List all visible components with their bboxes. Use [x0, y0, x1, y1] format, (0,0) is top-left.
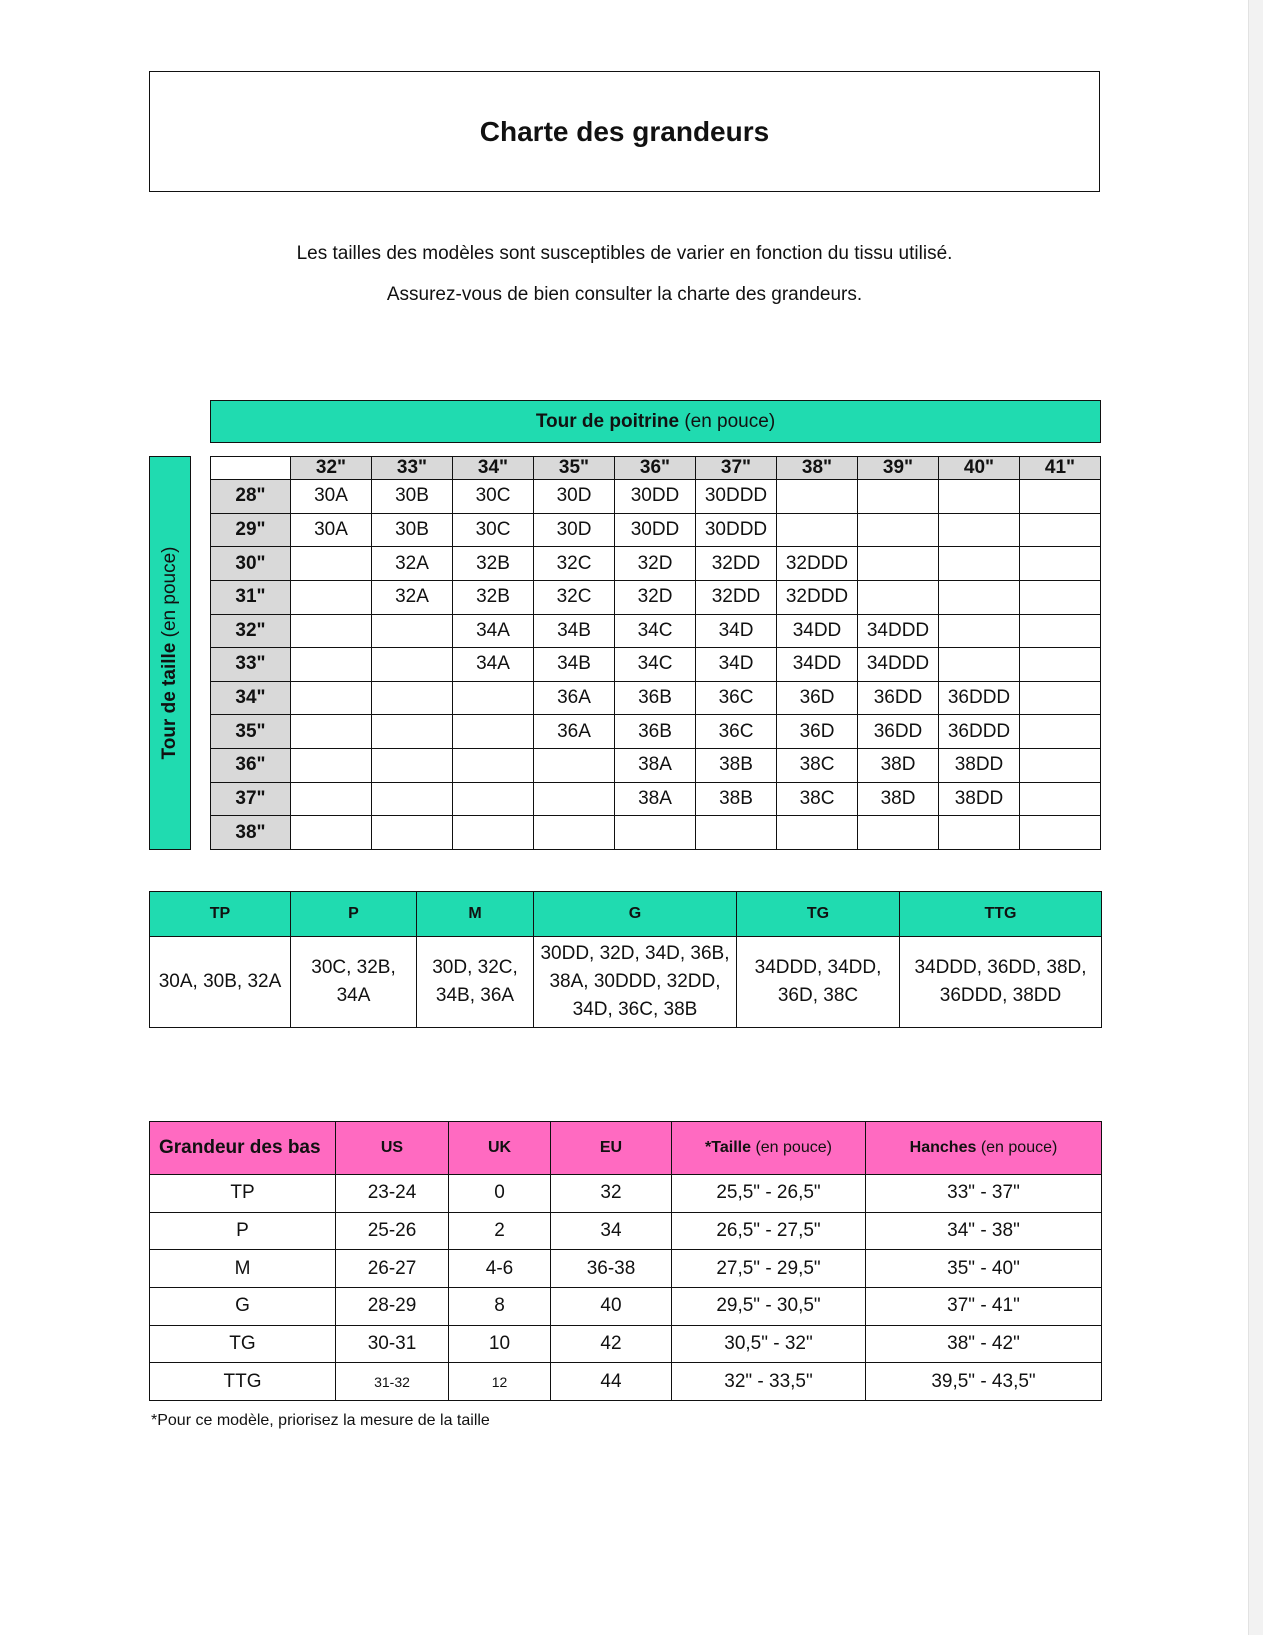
bra-size-cell: 34D [696, 648, 777, 682]
bra-row [211, 513, 1101, 547]
bra-size-cell: 30DDD [696, 513, 777, 547]
bra-size-cell: 34C [615, 648, 696, 682]
bust-col-header: 40" [939, 457, 1020, 480]
size-group-row [150, 937, 1102, 1028]
bra-size-cell: 38C [777, 782, 858, 816]
uk-cell: 2 [449, 1212, 551, 1250]
bra-size-cell [858, 547, 939, 581]
bra-size-cell: 38DD [939, 782, 1020, 816]
bra-size-cell: 36B [615, 681, 696, 715]
size-group-header: TG [737, 892, 900, 937]
bra-size-cell [453, 816, 534, 850]
bra-size-cell: 38D [858, 782, 939, 816]
us-cell: 25-26 [336, 1212, 449, 1250]
bra-size-cell [858, 513, 939, 547]
bra-size-table [210, 456, 1101, 850]
bra-size-cell [291, 580, 372, 614]
bra-size-cell: 30D [534, 513, 615, 547]
page-edge [1248, 0, 1263, 1635]
bra-size-cell [534, 816, 615, 850]
size-group-header: M [417, 892, 534, 937]
bra-size-cell: 38A [615, 782, 696, 816]
bottoms-size-header: Grandeur des bas [150, 1122, 336, 1175]
waist-axis-title: Tour de taille [159, 642, 180, 760]
us-cell: 26-27 [336, 1250, 449, 1288]
waist-header [672, 1122, 866, 1175]
bra-size-cell [777, 480, 858, 514]
bust-axis-unit: (en pouce) [684, 410, 776, 432]
bra-size-cell [372, 816, 453, 850]
bra-size-cell [453, 782, 534, 816]
bra-size-cell: 30A [291, 513, 372, 547]
bra-size-cell [291, 782, 372, 816]
bottoms-size-cell: TP [150, 1175, 336, 1213]
bra-size-cell: 32C [534, 547, 615, 581]
bra-row [211, 648, 1101, 682]
hips-header-unit: (en pouce) [980, 1139, 1058, 1156]
uk-cell: 4-6 [449, 1250, 551, 1288]
bottoms-size-table [149, 1121, 1102, 1401]
bra-size-cell [291, 547, 372, 581]
waist-row-header: 38" [211, 816, 291, 850]
bra-size-cell: 36A [534, 681, 615, 715]
bra-size-cell: 30DD [615, 513, 696, 547]
waist-row-header: 35" [211, 715, 291, 749]
bra-size-cell [1020, 513, 1101, 547]
bra-size-cell: 36DD [858, 681, 939, 715]
bra-size-cell [1020, 480, 1101, 514]
bottoms-size-cell: TG [150, 1325, 336, 1363]
waist-header-title: *Taille [705, 1139, 751, 1156]
bra-size-cell: 30DDD [696, 480, 777, 514]
bottoms-row [150, 1325, 1102, 1363]
waist-row-header: 28" [211, 480, 291, 514]
hips-cell: 33" - 37" [866, 1175, 1102, 1213]
bra-size-cell [696, 816, 777, 850]
bra-size-cell: 38C [777, 749, 858, 783]
hips-cell: 34" - 38" [866, 1212, 1102, 1250]
bra-size-cell [1020, 816, 1101, 850]
bust-axis-title: Tour de poitrine [535, 410, 680, 432]
bra-size-cell: 32DD [696, 547, 777, 581]
eu-cell: 42 [551, 1325, 672, 1363]
bra-size-cell: 34B [534, 614, 615, 648]
bra-size-cell: 32C [534, 580, 615, 614]
bra-size-cell: 38B [696, 749, 777, 783]
size-group-header: TP [150, 892, 291, 937]
bra-size-cell: 34C [615, 614, 696, 648]
bra-size-cell: 34B [534, 648, 615, 682]
bottoms-row [150, 1175, 1102, 1213]
bra-size-cell: 32A [372, 547, 453, 581]
bra-row [211, 782, 1101, 816]
bra-header-row [211, 457, 1101, 480]
bra-size-cell [291, 614, 372, 648]
bra-size-cell: 36A [534, 715, 615, 749]
bottoms-header-row [150, 1122, 1102, 1175]
size-group-cell: 30D, 32C, 34B, 36A [417, 937, 534, 1028]
hips-header-title: Hanches [909, 1139, 977, 1156]
bra-size-cell [372, 782, 453, 816]
bra-size-cell [1020, 681, 1101, 715]
bottoms-row [150, 1212, 1102, 1250]
bra-size-cell [939, 480, 1020, 514]
hips-cell: 35" - 40" [866, 1250, 1102, 1288]
waist-row-header: 36" [211, 749, 291, 783]
bra-size-cell: 36DDD [939, 681, 1020, 715]
bra-size-cell [291, 715, 372, 749]
uk-cell: 0 [449, 1175, 551, 1213]
bust-col-header: 34" [453, 457, 534, 480]
bra-row [211, 749, 1101, 783]
bra-size-cell [1020, 782, 1101, 816]
bra-size-cell [534, 782, 615, 816]
intro-line-1: Les tailles des modèles sont susceptibles de varier en fonction du tissu utilisé. [296, 243, 953, 264]
bra-size-cell [372, 715, 453, 749]
bra-size-cell [939, 580, 1020, 614]
bra-row [211, 547, 1101, 581]
waist-cell: 25,5" - 26,5" [672, 1175, 866, 1213]
waist-row-header: 29" [211, 513, 291, 547]
size-group-cell: 30C, 32B, 34A [291, 937, 417, 1028]
us-header: US [336, 1122, 449, 1175]
hips-header [866, 1122, 1102, 1175]
bra-size-cell [372, 614, 453, 648]
bra-size-cell [453, 749, 534, 783]
bra-size-cell [453, 681, 534, 715]
waist-axis-unit: (en pouce) [159, 546, 180, 638]
page-title-text: Charte des grandeurs [479, 115, 770, 147]
bra-size-cell: 34DD [777, 648, 858, 682]
us-cell: 31-32 [336, 1363, 449, 1401]
bra-size-cell: 38B [696, 782, 777, 816]
bra-size-cell: 36DDD [939, 715, 1020, 749]
bust-col-header: 35" [534, 457, 615, 480]
uk-cell: 12 [449, 1363, 551, 1401]
bra-row [211, 715, 1101, 749]
bra-size-cell: 34D [696, 614, 777, 648]
bra-row [211, 480, 1101, 514]
bra-size-cell [615, 816, 696, 850]
bottoms-row [150, 1287, 1102, 1325]
bra-size-cell: 36B [615, 715, 696, 749]
bottoms-size-cell: G [150, 1287, 336, 1325]
bra-size-cell: 34DDD [858, 648, 939, 682]
bust-col-header: 33" [372, 457, 453, 480]
bra-size-cell: 36D [777, 715, 858, 749]
bra-size-cell: 34DDD [858, 614, 939, 648]
waist-cell: 29,5" - 30,5" [672, 1287, 866, 1325]
bra-size-cell [1020, 749, 1101, 783]
eu-cell: 34 [551, 1212, 672, 1250]
bra-size-cell: 32D [615, 580, 696, 614]
bra-row [211, 681, 1101, 715]
bra-size-cell [1020, 580, 1101, 614]
bra-size-cell [291, 648, 372, 682]
waist-row-header: 31" [211, 580, 291, 614]
hips-cell: 39,5" - 43,5" [866, 1363, 1102, 1401]
bra-size-cell [1020, 547, 1101, 581]
page-title [149, 71, 1100, 192]
bust-col-header: 41" [1020, 457, 1101, 480]
bra-row [211, 580, 1101, 614]
bra-size-cell [939, 816, 1020, 850]
bra-size-cell [1020, 715, 1101, 749]
size-group-cell: 30DD, 32D, 34D, 36B, 38A, 30DDD, 32DD, 34D, 36C, 38B [534, 937, 737, 1028]
bra-size-cell: 38D [858, 749, 939, 783]
bra-size-cell: 36DD [858, 715, 939, 749]
waist-axis-header [149, 456, 191, 850]
bra-size-cell [291, 816, 372, 850]
bra-size-cell [858, 816, 939, 850]
waist-cell: 26,5" - 27,5" [672, 1212, 866, 1250]
waist-row-header: 33" [211, 648, 291, 682]
bra-size-cell: 30C [453, 513, 534, 547]
bra-size-cell [858, 580, 939, 614]
bottoms-size-cell: TTG [150, 1363, 336, 1401]
bra-size-cell: 38A [615, 749, 696, 783]
eu-cell: 32 [551, 1175, 672, 1213]
bra-size-cell [372, 749, 453, 783]
bottoms-size-cell: P [150, 1212, 336, 1250]
bra-size-cell [777, 513, 858, 547]
eu-cell: 44 [551, 1363, 672, 1401]
waist-cell: 32" - 33,5" [672, 1363, 866, 1401]
bottoms-row [150, 1363, 1102, 1401]
bust-col-header: 39" [858, 457, 939, 480]
bra-size-cell: 32DDD [777, 547, 858, 581]
bust-col-header: 36" [615, 457, 696, 480]
size-group-header: TTG [900, 892, 1102, 937]
size-group-cell: 30A, 30B, 32A [150, 937, 291, 1028]
bra-size-cell [939, 513, 1020, 547]
bra-size-cell: 30A [291, 480, 372, 514]
bra-size-cell: 32D [615, 547, 696, 581]
bust-col-header: 37" [696, 457, 777, 480]
us-cell: 30-31 [336, 1325, 449, 1363]
size-group-header: G [534, 892, 737, 937]
size-group-table [149, 891, 1102, 1028]
size-group-cell: 34DDD, 36DD, 38D, 36DDD, 38DD [900, 937, 1102, 1028]
us-cell: 23-24 [336, 1175, 449, 1213]
bra-size-cell: 36D [777, 681, 858, 715]
bra-size-cell [534, 749, 615, 783]
waist-row-header: 37" [211, 782, 291, 816]
bra-size-cell [858, 480, 939, 514]
bra-size-cell [1020, 614, 1101, 648]
bra-size-cell: 34A [453, 648, 534, 682]
bra-size-cell: 30C [453, 480, 534, 514]
bottoms-row [150, 1250, 1102, 1288]
bra-size-cell: 32DDD [777, 580, 858, 614]
bra-size-cell: 36C [696, 681, 777, 715]
bra-size-cell: 32A [372, 580, 453, 614]
waist-header-unit: (en pouce) [755, 1139, 832, 1156]
bra-size-cell [291, 681, 372, 715]
size-group-header-row [150, 892, 1102, 937]
bra-size-cell [291, 749, 372, 783]
bra-size-cell [939, 648, 1020, 682]
uk-cell: 10 [449, 1325, 551, 1363]
eu-cell: 36-38 [551, 1250, 672, 1288]
bra-size-cell [777, 816, 858, 850]
bra-size-cell: 32DD [696, 580, 777, 614]
bra-size-cell [939, 614, 1020, 648]
size-group-header: P [291, 892, 417, 937]
waist-row-header: 34" [211, 681, 291, 715]
bra-size-cell: 32B [453, 580, 534, 614]
bra-size-cell: 30DD [615, 480, 696, 514]
waist-cell: 27,5" - 29,5" [672, 1250, 866, 1288]
bra-row [211, 614, 1101, 648]
bra-size-cell: 30D [534, 480, 615, 514]
waist-cell: 30,5" - 32" [672, 1325, 866, 1363]
bra-size-cell: 34A [453, 614, 534, 648]
bra-size-cell: 30B [372, 513, 453, 547]
bra-size-cell: 30B [372, 480, 453, 514]
bottoms-size-cell: M [150, 1250, 336, 1288]
waist-row-header: 32" [211, 614, 291, 648]
bust-axis-header [210, 400, 1101, 443]
eu-cell: 40 [551, 1287, 672, 1325]
bra-size-cell [1020, 648, 1101, 682]
bra-size-cell: 36C [696, 715, 777, 749]
us-cell: 28-29 [336, 1287, 449, 1325]
bra-size-cell: 32B [453, 547, 534, 581]
bra-size-cell [453, 715, 534, 749]
waist-row-header: 30" [211, 547, 291, 581]
bust-col-header: 38" [777, 457, 858, 480]
hips-cell: 38" - 42" [866, 1325, 1102, 1363]
uk-header: UK [449, 1122, 551, 1175]
bra-size-cell: 34DD [777, 614, 858, 648]
bust-col-header: 32" [291, 457, 372, 480]
bra-size-cell [372, 681, 453, 715]
footnote: *Pour ce modèle, priorisez la mesure de la taille [151, 1412, 490, 1429]
bra-size-cell [939, 547, 1020, 581]
eu-header: EU [551, 1122, 672, 1175]
size-group-cell: 34DDD, 34DD, 36D, 38C [737, 937, 900, 1028]
uk-cell: 8 [449, 1287, 551, 1325]
hips-cell: 37" - 41" [866, 1287, 1102, 1325]
bra-corner-cell [211, 457, 291, 480]
bra-size-cell: 38DD [939, 749, 1020, 783]
intro-line-2: Assurez-vous de bien consulter la charte des grandeurs. [386, 284, 863, 305]
bra-size-cell [372, 648, 453, 682]
bra-row [211, 816, 1101, 850]
